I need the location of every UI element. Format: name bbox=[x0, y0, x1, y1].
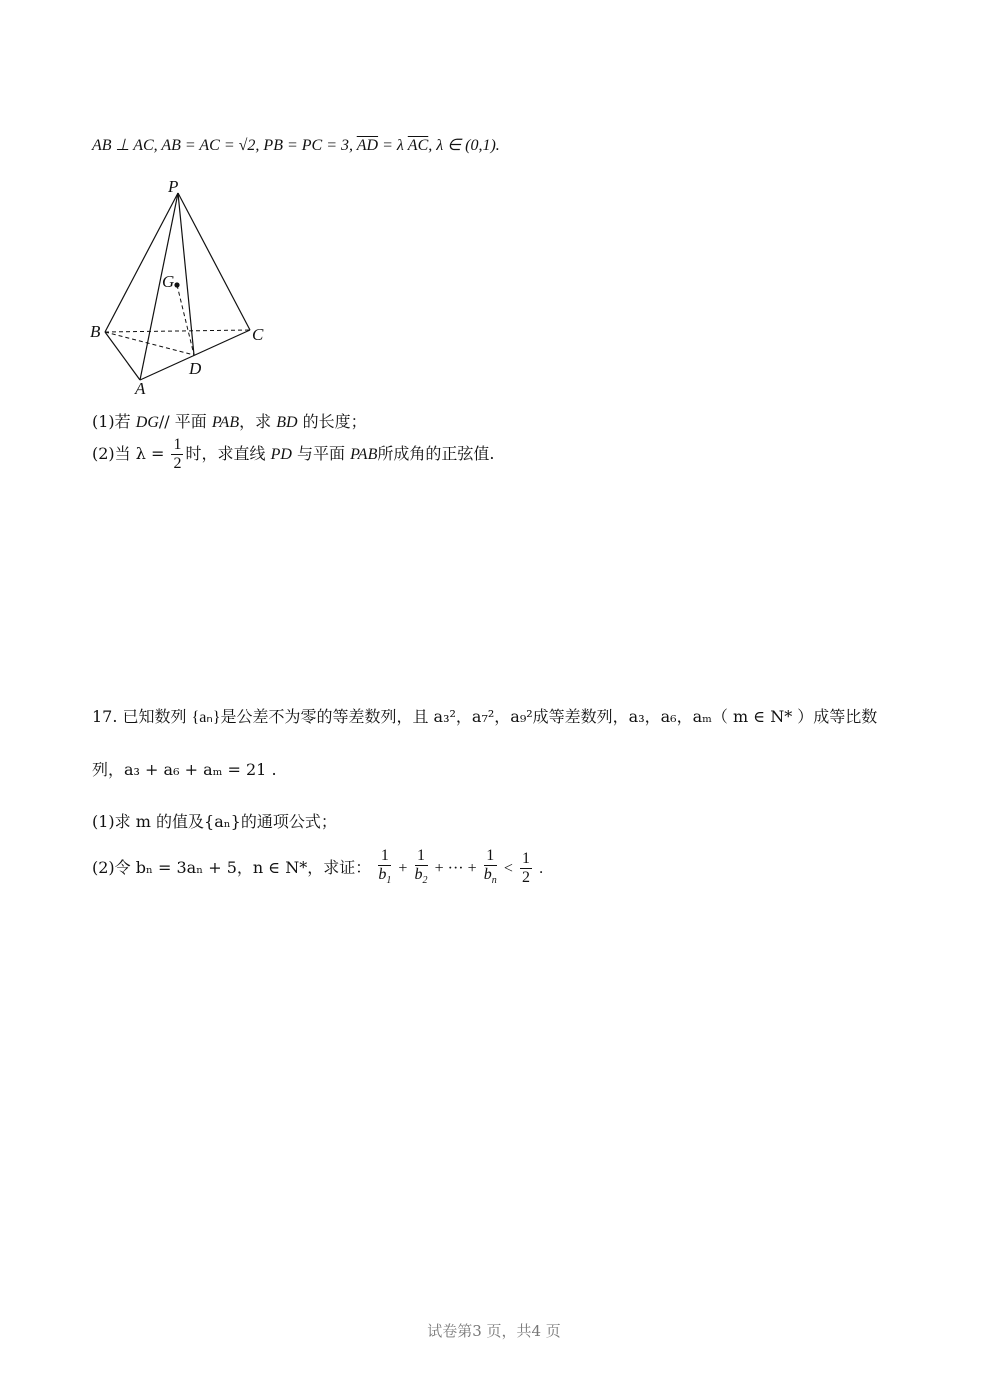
vector-ad: $\overline{AD}$ bbox=[356, 137, 379, 154]
pyramid-figure bbox=[88, 175, 278, 395]
label-b: B bbox=[90, 322, 101, 341]
point-g bbox=[174, 282, 179, 287]
fraction-1-over-b1sq: $\frac{1}{b_1}$ bbox=[378, 847, 392, 886]
edge-gd-hidden bbox=[177, 285, 194, 355]
label-d: D bbox=[189, 359, 202, 378]
q17-line1: 17. 已知数列 {aₙ}是公差不为零的等差数列，且 a₃²，a₇²，a₉²成等差数列，a₃，a₆，aₘ（ m ∈ N* ）成等比数 bbox=[92, 707, 878, 726]
given-text: AB ⊥ AC, AB = AC = √2, PB = PC = 3, bbox=[92, 137, 357, 154]
fraction-1-over-b2sq: $\frac{1}{b_2}$ bbox=[414, 847, 428, 886]
given-eq: = λ bbox=[378, 137, 408, 154]
sequence-an: {aₙ} bbox=[191, 709, 221, 726]
given-conditions bbox=[92, 135, 500, 155]
label-c: C bbox=[252, 325, 264, 344]
q16-part2: (2)当 λ = $\frac{1}{2}$ 时，求直线 PD 与平面 PAB所成角的正弦值. bbox=[92, 436, 495, 472]
fraction-one-half-q17: $\frac{1}{2}$ bbox=[521, 850, 530, 886]
fraction-one-half: $\frac{1}{2}$ bbox=[173, 436, 182, 472]
label-g: G bbox=[162, 272, 175, 291]
q17-part1: (1)求 m 的值及{aₙ}的通项公式； bbox=[92, 812, 337, 831]
q17-part2: (2)令 bₙ = 3aₙ + 5，n ∈ N*，求证： $\frac{1}{b_1}$ + $\frac{1}{b_2}$ + ··· + $\frac{1}{b_n}$ < $\frac{1}{2}$ . bbox=[92, 847, 543, 890]
vector-ac: $\overline{AC}$ bbox=[407, 137, 429, 154]
label-a: A bbox=[135, 379, 146, 395]
edge-pb bbox=[105, 193, 178, 332]
edge-pc bbox=[178, 193, 250, 330]
q16-part1: (1)若 DG// 平面 PAB，求 BD 的长度； bbox=[92, 412, 367, 431]
given-tail: , λ ∈ (0,1). bbox=[428, 137, 500, 154]
q17-line2: 列，a₃ + a₆ + aₘ = 21 . bbox=[92, 760, 277, 779]
fraction-1-over-bnsq: $\frac{1}{b_n}$ bbox=[483, 847, 497, 886]
label-p: P bbox=[168, 177, 179, 196]
edge-bc-hidden bbox=[105, 330, 250, 332]
page-footer: 试卷第3 页，共4 页 bbox=[427, 1322, 561, 1340]
